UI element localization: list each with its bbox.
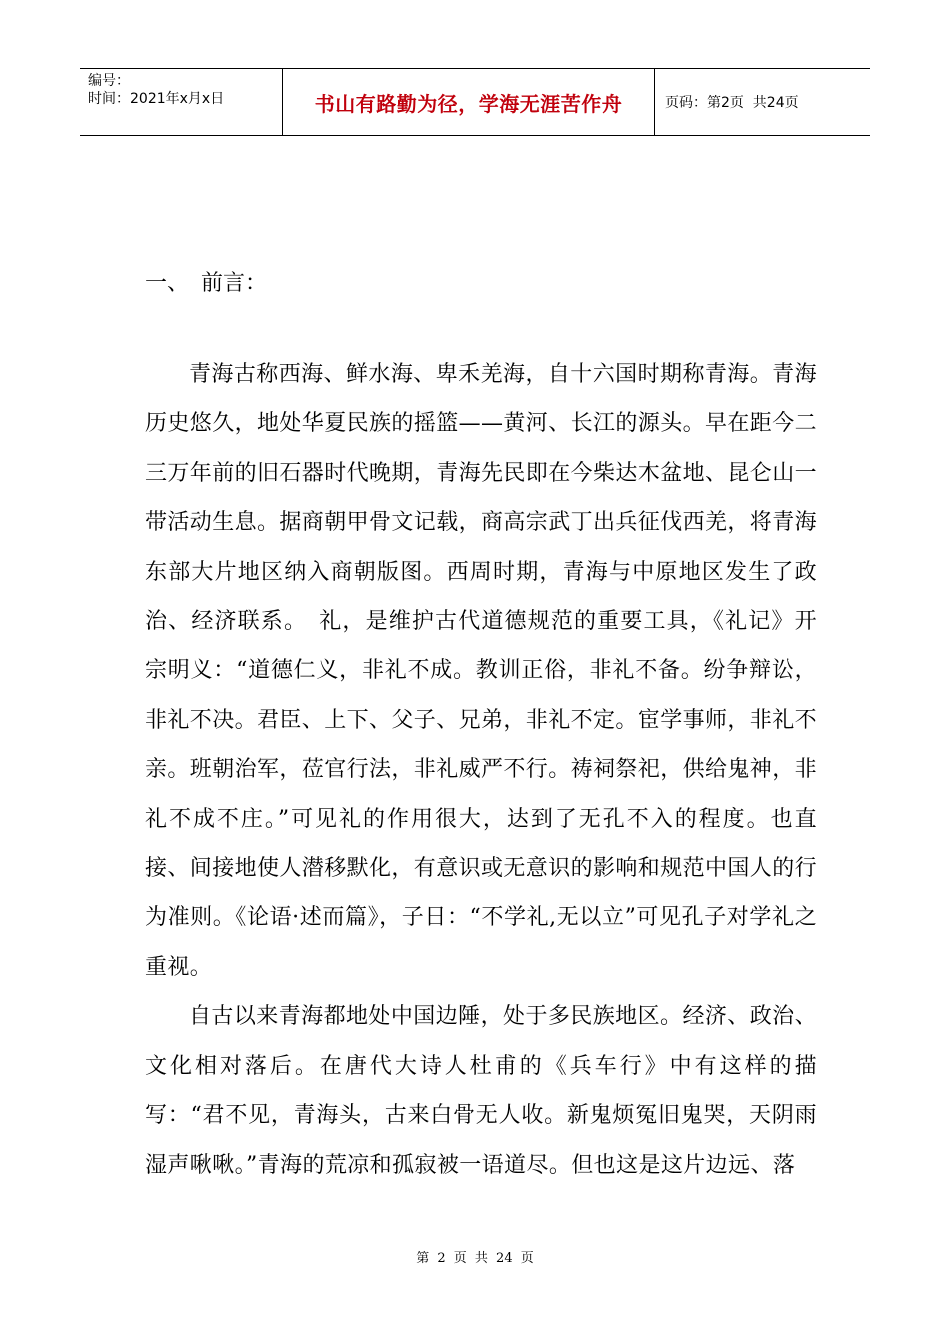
- section-heading: [145, 266, 817, 302]
- header-motto: 书山有路勤为径，学海无涯苦作舟: [283, 69, 655, 135]
- paragraph-1: 青海古称西海、鲜水海、卑禾羌海，自十六国时期称青海。青海历史悠久，地处华夏民族的摇篮——黄河、长江的源头。早在距今二三万年前的旧石器时代晚期，青海先民即在今柴达木盆地、昆仑山一带活动生息。据商朝甲骨文记载，商高宗武丁出兵征伐西羌，将青海东部大片地区纳入商朝版图。西周时期，青海与中原地区发生了政治、经济联系。 礼，是维护古代道德规范的重要工具，《礼记》开宗明义：“道德仁义，非礼不成。教训正俗，非礼不备。纷争辩讼，非礼不决。君臣、上下、父子、兄弟，非礼不定。宦学事师，非礼不亲。班朝治军，莅官行法，非礼威严不行。祷祠祭祀，供给鬼神，非礼不成不庄。”可见礼的作用很大，达到了无孔不入的程度。也直接、间接地使人潜移默化，有意识或无意识的影响和规范中国人的行为准则。《论语·述而篇》，子日：“不学礼,无以立”可见孔子对学礼之重视。: [145, 362, 818, 980]
- header-meta: [80, 69, 283, 135]
- header-page-info: [655, 69, 870, 135]
- document-header: [80, 68, 870, 136]
- date-label: 时间：2021年x月x日: [88, 91, 225, 107]
- serial-number-label: 编号：: [88, 73, 130, 89]
- paragraph-2: 自古以来青海都地处中国边陲，处于多民族地区。经济、政治、文化相对落后。在唐代大诗人杜甫的《兵车行》中有这样的描写：“君不见，青海头，古来白骨无人收。新鬼烦冤旧鬼哭，天阴雨湿声啾啾。”青海的荒凉和孤寂被一语道尽。但也这是这片边远、落: [145, 1004, 817, 1178]
- document-body: [145, 266, 817, 1190]
- page-info-text: 页码：第2页 共24页: [665, 95, 799, 111]
- heading-number: 一、: [145, 271, 190, 296]
- heading-text: 前言：: [201, 271, 268, 296]
- page-footer: 第 2 页 共 24 页: [416, 1251, 534, 1266]
